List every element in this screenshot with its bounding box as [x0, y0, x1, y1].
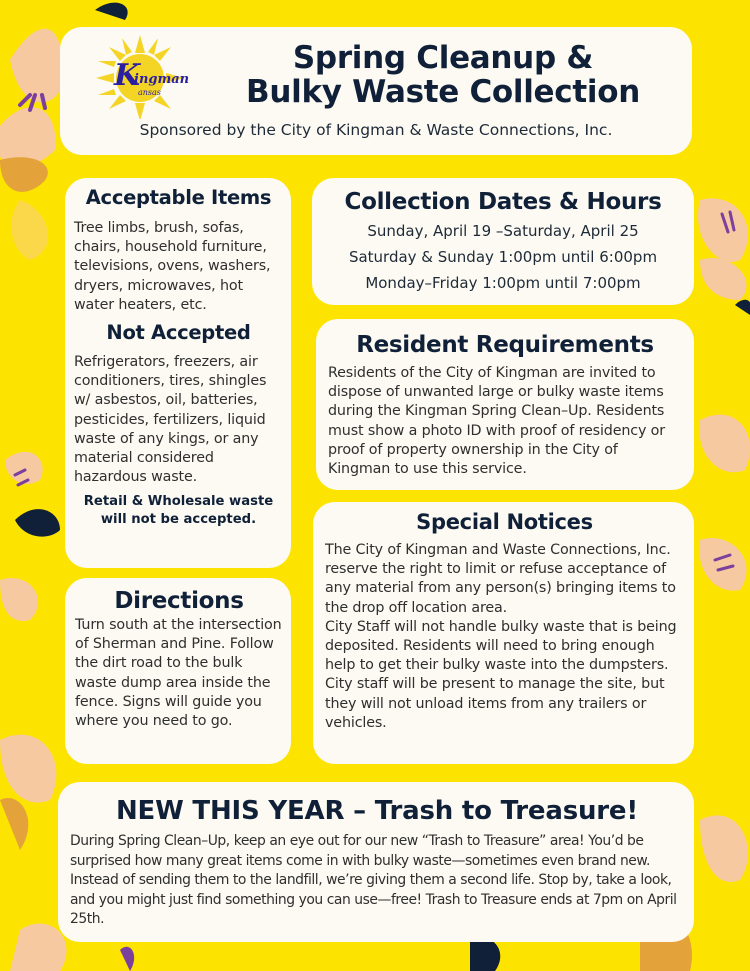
special-notices-card — [313, 502, 694, 764]
trash-to-treasure-heading: NEW THIS YEAR – Trash to Treasure! — [115, 796, 639, 826]
acceptable-items-heading: Acceptable Items — [85, 186, 272, 209]
weekday-hours: Monday–Friday 1:00pm until 7:00pm — [365, 274, 641, 292]
directions-heading: Directions — [114, 588, 244, 614]
collection-dates-heading: Collection Dates & Hours — [344, 189, 662, 215]
acceptable-items-text: Tree limbs, brush, sofas, chairs, household furniture, televisions, ovens, washers, dryers, microwaves, hot water heaters, etc. — [74, 220, 271, 313]
directions-card — [65, 578, 291, 764]
title-line-2: Bulky Waste Collection — [246, 74, 640, 110]
lily-flower-icon — [699, 415, 750, 591]
svg-text:ingman: ingman — [134, 72, 190, 87]
resident-requirements-card — [316, 319, 694, 490]
sponsor-line: Sponsored by the City of Kingman & Waste Connections, Inc. — [139, 121, 613, 139]
acceptable-items-card — [65, 178, 291, 568]
retail-note-line-2: will not be accepted. — [100, 512, 257, 528]
date-range: Sunday, April 19 –Saturday, April 25 — [367, 222, 639, 240]
svg-text:K: K — [114, 58, 141, 93]
collection-dates-card — [312, 178, 694, 305]
resident-requirements-heading: Resident Requirements — [356, 332, 654, 358]
trash-to-treasure-card — [58, 782, 694, 942]
special-notices-paragraph-2: City Staff will not handle bulky waste that is being deposited. Residents will need to bring enough help to get their bulky waste into the dumpsters. City staff will be present to manage the site, but they will not unload items from any trailers or vehicles. — [325, 618, 677, 731]
header-card — [60, 27, 692, 155]
not-accepted-heading: Not Accepted — [106, 321, 251, 345]
resident-requirements-text: Residents of the City of Kingman are invited to dispose of unwanted large or bulky waste items during the Kingman Spring Clean–Up. Residents must show a photo ID with proof of residency or proof of property ownership in the City of Kingman to use this service. — [328, 365, 666, 478]
special-notices-paragraph-1: The City of Kingman and Waste Connections, Inc. reserve the right to limit or refuse acceptance of any material from any person(s) bringing items to the drop off location area. — [325, 542, 676, 616]
special-notices-heading: Special Notices — [416, 510, 593, 534]
not-accepted-text: Refrigerators, freezers, air conditioners, tires, shingles w/ asbestos, oil, batteries, pesticides, fertilizers, liquid waste of any kings, or any material considered hazardous waste. — [74, 354, 267, 486]
title-line-1: Spring Cleanup & — [292, 40, 594, 76]
page-title — [210, 41, 676, 109]
trash-to-treasure-text: During Spring Clean–Up, keep an eye out for our new “Trash to Treasure” area! You’d be surprised how many great items come in with bulky waste—sometimes even brand new. Instead of sending them to the landfill, we’re giving them a second life. Stop by, take a look, and you might just find something you can use—free! Trash to Treasure ends at 7pm on April 25th. — [70, 833, 677, 927]
lily-flower-icon — [0, 452, 60, 621]
directions-text: Turn south at the intersection of Sherman and Pine. Follow the dirt road to the bulk waste dump area inside the fence. Signs will guide you where you need to go. — [75, 617, 282, 730]
kingman-kansas-sun-logo-icon — [90, 33, 198, 119]
svg-text:ansas: ansas — [138, 88, 161, 97]
lily-flower-icon — [698, 198, 750, 315]
weekend-hours: Saturday & Sunday 1:00pm until 6:00pm — [348, 248, 658, 266]
retail-note-line-1: Retail & Wholesale waste — [83, 494, 274, 510]
retail-wholesale-note — [74, 493, 283, 529]
lily-flower-icon — [0, 157, 48, 260]
